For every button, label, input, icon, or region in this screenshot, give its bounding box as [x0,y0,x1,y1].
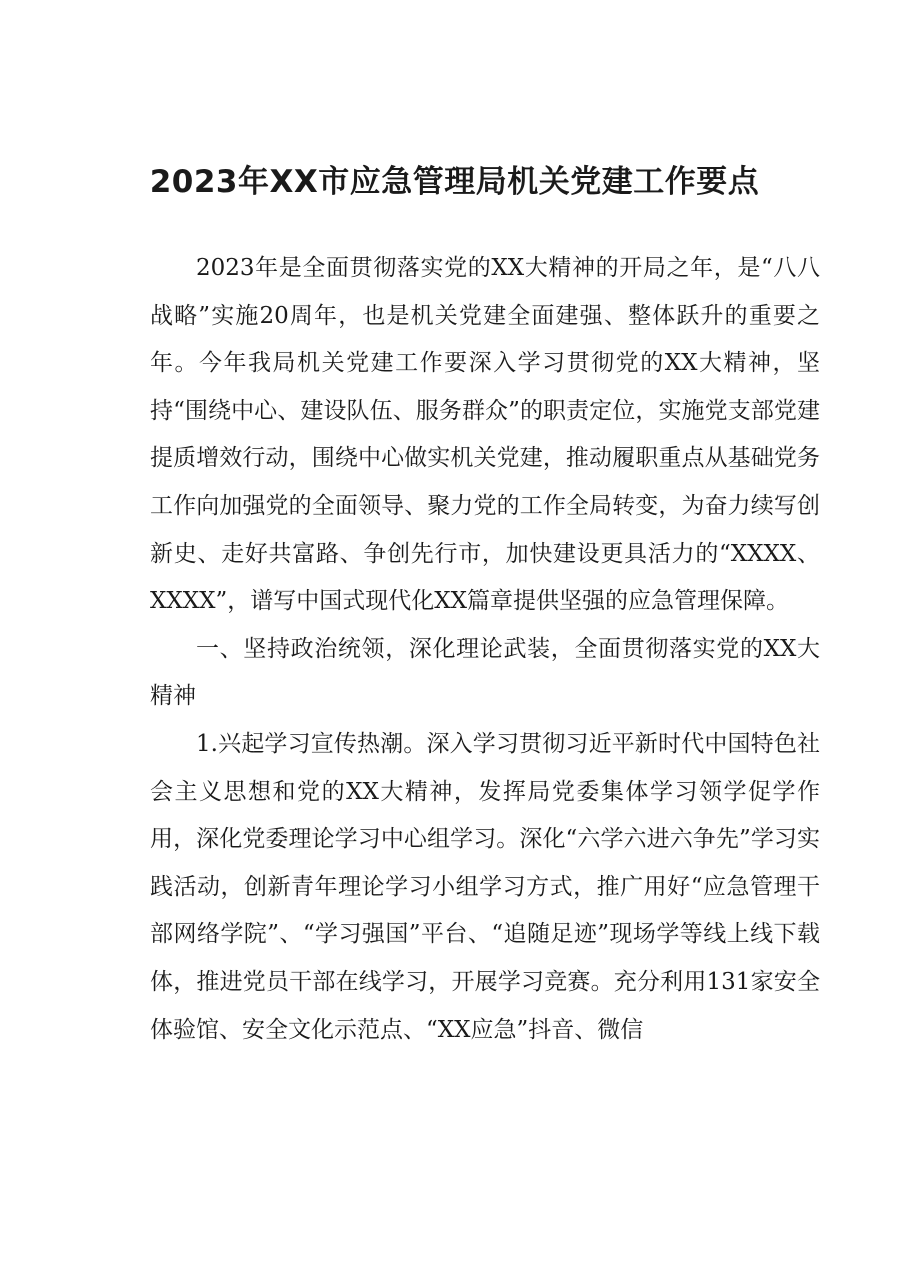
item-paragraph-1: 1.兴起学习宣传热潮。深入学习贯彻习近平新时代中国特色社会主义思想和党的XX大精神，发挥局党委集体学习领学促学作用，深化党委理论学习中心组学习。深化“六学六进六争先”学习实践活动，创新青年理论学习小组学习方式，推广用好“应急管理干部网络学院”、“学习强国”平台、“追随足迹”现场学等线上线下载体，推进党员干部在线学习，开展学习竞赛。充分利用131家安全体验馆、安全文化示范点、“XX应急”抖音、微信 [150,730,820,1043]
document-body [150,245,820,1054]
intro-paragraph: 2023年是全面贯彻落实党的XX大精神的开局之年，是“八八战略”实施20周年，也是机关党建全面建强、整体跃升的重要之年。今年我局机关党建工作要深入学习贯彻党的XX大精神，坚持“围绕中心、建设队伍、服务群众”的职责定位，实施党支部党建提质增效行动，围绕中心做实机关党建，推动履职重点从基础党务工作向加强党的全面领导、聚力党的工作全局转变，为奋力续写创新史、走好共富路、争创先行市，加快建设更具活力的“XXXX、XXXX”，谱写中国式现代化XX篇章提供坚强的应急管理保障。 [150,255,820,615]
document-title: 2023年XX市应急管理局机关党建工作要点 [149,164,760,200]
section-heading-1: 一、坚持政治统领，深化理论武装，全面贯彻落实党的XX大精神 [150,635,820,710]
